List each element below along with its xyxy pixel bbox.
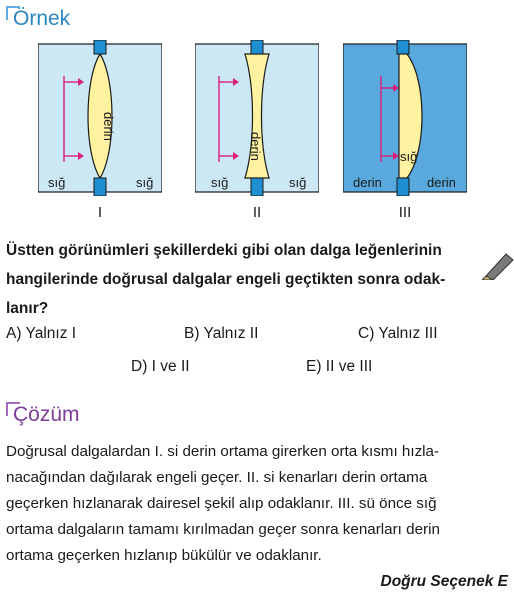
solution-heading-text: Çözüm [13,403,80,426]
diagram-convex-lens [38,40,162,196]
center-label: sığ [400,149,418,164]
right-label: sığ [289,175,307,190]
example-heading [6,8,70,29]
diagram-half-lens [343,40,467,196]
left-label: derin [353,175,382,190]
choice-d[interactable]: D) I ve II [131,358,190,375]
solution-line: nacağından dağılarak engeli geçer. II. si kenarları derin ortama [6,469,428,486]
right-label: sığ [136,175,154,190]
solution-line: Doğrusal dalgalardan I. si derin ortama girerken orta kısmı hızla- [6,443,440,460]
solution-line: ortama dalgaların tamamı kırılmadan geçer sonra kenarları derin [6,521,440,538]
center-label: derin [248,132,263,161]
barrier-top [397,40,409,54]
right-label: derin [427,175,456,190]
example-heading-text: Örnek [13,7,71,30]
solution-line: ortama geçerken hızlanıp bükülür ve odaklanır. [6,547,322,564]
question-line: lanır? [6,300,49,317]
question-line: hangilerinde doğrusal dalgalar engeli geçtikten sonra odak- [6,271,446,288]
choice-b[interactable]: B) Yalnız II [184,325,259,342]
solution-text [6,439,508,569]
question-text [6,236,514,323]
solution-heading [6,404,80,425]
solution-line: geçerken hızlanarak dairesel şekil alıp odaklanır. III. sü önce sığ [6,495,437,512]
diagram-number: I [97,204,103,221]
left-label: sığ [48,175,66,190]
heading-corner-mark [6,402,20,416]
left-label: sığ [211,175,229,190]
choice-e[interactable]: E) II ve III [306,358,373,375]
center-label: derin [101,112,116,141]
barrier-top [251,40,263,54]
pencil-icon [482,250,514,280]
question-line: Üstten görünümleri şekillerdeki gibi olan dalga leğenlerinin [6,242,442,259]
diagram-number: III [398,204,412,221]
choice-c[interactable]: C) Yalnız III [358,325,438,342]
diagram-concave-lens [195,40,319,196]
correct-answer: Doğru Seçenek E [380,573,508,590]
barrier-bottom [397,178,409,196]
choice-a[interactable]: A) Yalnız I [6,325,77,342]
heading-corner-mark [6,6,20,20]
barrier-bottom [251,178,263,196]
barrier-bottom [94,178,106,196]
barrier-top [94,40,106,54]
diagram-number: II [252,204,262,221]
